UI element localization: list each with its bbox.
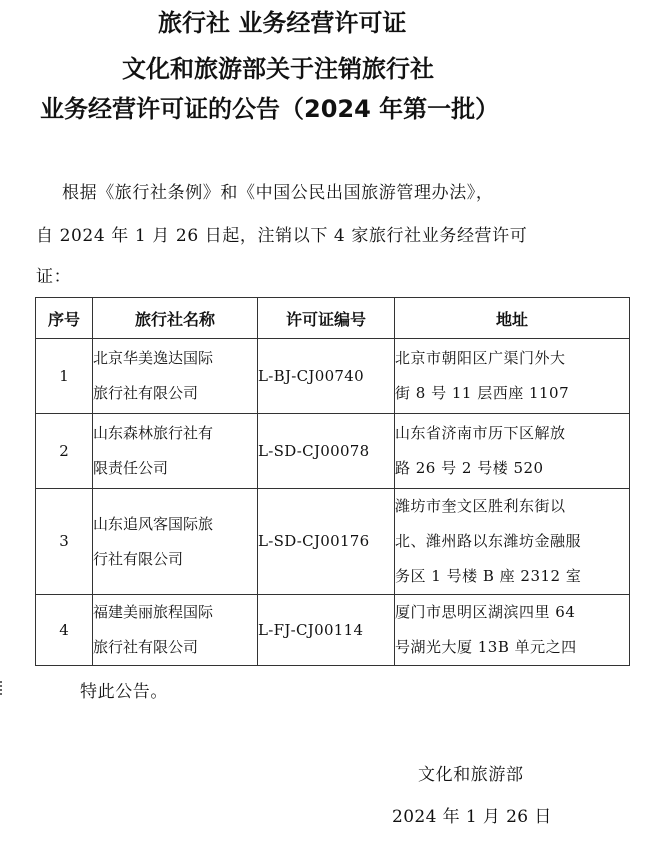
address-line: 北京市朝阳区广渠门外大 bbox=[395, 349, 566, 367]
row-license-number: L-FJ-CJ00114 bbox=[258, 595, 395, 666]
row-license-number: L-SD-CJ00078 bbox=[258, 414, 395, 489]
agency-name-line: 旅行社有限公司 bbox=[93, 638, 199, 656]
title-line-1: 旅行社 业务经营许可证 bbox=[158, 9, 407, 37]
margin-marker bbox=[0, 681, 2, 695]
header-address: 地址 bbox=[395, 298, 630, 339]
address-line: 北、潍州路以东潍坊金融服 bbox=[395, 532, 582, 550]
table-row bbox=[36, 414, 630, 489]
row-address bbox=[395, 414, 630, 489]
address-line: 务区 1 号楼 B 座 2312 室 bbox=[395, 567, 582, 585]
address-line: 号湖光大厦 13B 单元之四 bbox=[395, 638, 577, 656]
body-line-2: 自 2024 年 1 月 26 日起，注销以下 4 家旅行社业务经营许可 bbox=[36, 226, 528, 246]
row-serial-number: 4 bbox=[36, 595, 93, 666]
header-serial-number: 序号 bbox=[36, 298, 93, 339]
body-line-3: 证： bbox=[36, 267, 72, 287]
address-line: 街 8 号 11 层西座 1107 bbox=[395, 384, 570, 402]
address-line: 山东省济南市历下区解放 bbox=[395, 424, 566, 442]
table-row bbox=[36, 595, 630, 666]
table-row bbox=[36, 489, 630, 595]
agency-name-line: 山东追风客国际旅 bbox=[93, 514, 214, 533]
closing-statement: 特此公告。 bbox=[80, 682, 168, 702]
agency-name-line: 限责任公司 bbox=[93, 459, 169, 477]
title-line-2: 文化和旅游部关于注销旅行社 bbox=[122, 55, 434, 83]
title-line-3: 业务经营许可证的公告（2024 年第一批） bbox=[40, 95, 500, 123]
row-license-number: L-BJ-CJ00740 bbox=[258, 339, 395, 414]
row-serial-number: 2 bbox=[36, 414, 93, 489]
row-serial-number: 3 bbox=[36, 489, 93, 595]
row-agency-name bbox=[93, 489, 258, 595]
address-line: 厦门市思明区湖滨四里 64 bbox=[395, 603, 576, 621]
agency-name-line: 北京华美逸达国际 bbox=[93, 349, 214, 367]
row-address bbox=[395, 339, 630, 414]
row-serial-number: 1 bbox=[36, 339, 93, 414]
agency-name-line: 旅行社有限公司 bbox=[93, 384, 199, 402]
table-header-row bbox=[36, 298, 630, 339]
header-license-number: 许可证编号 bbox=[258, 298, 395, 339]
revoked-license-table bbox=[35, 297, 630, 666]
row-agency-name bbox=[93, 595, 258, 666]
row-agency-name bbox=[93, 339, 258, 414]
row-address bbox=[395, 489, 630, 595]
address-line: 路 26 号 2 号楼 520 bbox=[395, 459, 544, 477]
row-license-number: L-SD-CJ00176 bbox=[258, 489, 395, 595]
body-line-1: 根据《旅行社条例》和《中国公民出国旅游管理办法》， bbox=[62, 183, 494, 203]
agency-name-line: 福建美丽旅程国际 bbox=[93, 603, 214, 621]
address-line: 潍坊市奎文区胜利东街以 bbox=[395, 497, 566, 515]
row-agency-name bbox=[93, 414, 258, 489]
row-address bbox=[395, 595, 630, 666]
table-row bbox=[36, 339, 630, 414]
signature-date: 2024 年 1 月 26 日 bbox=[392, 807, 552, 827]
signature-organization: 文化和旅游部 bbox=[418, 765, 524, 785]
agency-name-line: 山东森林旅行社有 bbox=[93, 424, 214, 442]
agency-name-line: 行社有限公司 bbox=[93, 549, 184, 568]
header-agency-name: 旅行社名称 bbox=[93, 298, 258, 339]
